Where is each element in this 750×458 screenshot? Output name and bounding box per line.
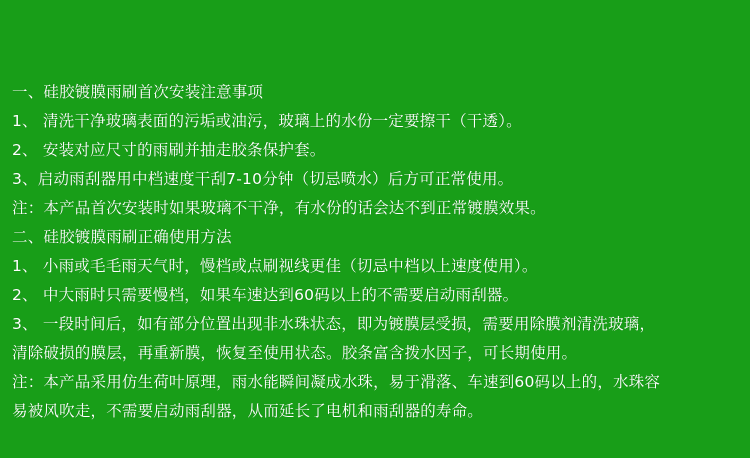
section-1-line-2: 2、 安装对应尺寸的雨刷并抽走胶条保护套。 <box>12 141 326 159</box>
section-2-heading: 二、硅胶镀膜雨刷正确使用方法 <box>12 228 232 246</box>
section-2-line-3: 3、 一段时间后，如有部分位置出现非水珠状态，即为镀膜层受损，需要用除膜剂清洗玻璃， <box>12 315 656 333</box>
section-2-line-3-cont: 清除破损的膜层，再重新膜，恢复至使用状态。胶条富含拨水因子，可长期使用。 <box>12 344 578 362</box>
section-2-note: 注：本产品采用仿生荷叶原理，雨水能瞬间凝成水珠，易于滑落、车速到60码以上的，水珠容 <box>12 373 661 391</box>
section-1-line-1: 1、 清洗干净玻璃表面的污垢或油污，玻璃上的水份一定要擦干（干透）。 <box>12 112 522 130</box>
section-1-note: 注：本产品首次安装时如果玻璃不干净，有水份的话会达不到正常镀膜效果。 <box>12 199 546 217</box>
section-1-line-3: 3、启动雨刮器用中档速度干刮7-10分钟（切忌喷水）后方可正常使用。 <box>12 170 514 188</box>
document-content <box>0 78 750 426</box>
section-2-line-1: 1、 小雨或毛毛雨天气时，慢档或点刷视线更佳（切忌中档以上速度使用）。 <box>12 257 538 275</box>
section-1-heading: 一、硅胶镀膜雨刷首次安装注意事项 <box>12 83 264 101</box>
section-2-note-cont: 易被风吹走，不需要启动雨刮器，从而延长了电机和雨刮器的寿命。 <box>12 402 484 420</box>
section-2-line-2: 2、 中大雨时只需要慢档，如果车速达到60码以上的不需要启动雨刮器。 <box>12 286 519 304</box>
